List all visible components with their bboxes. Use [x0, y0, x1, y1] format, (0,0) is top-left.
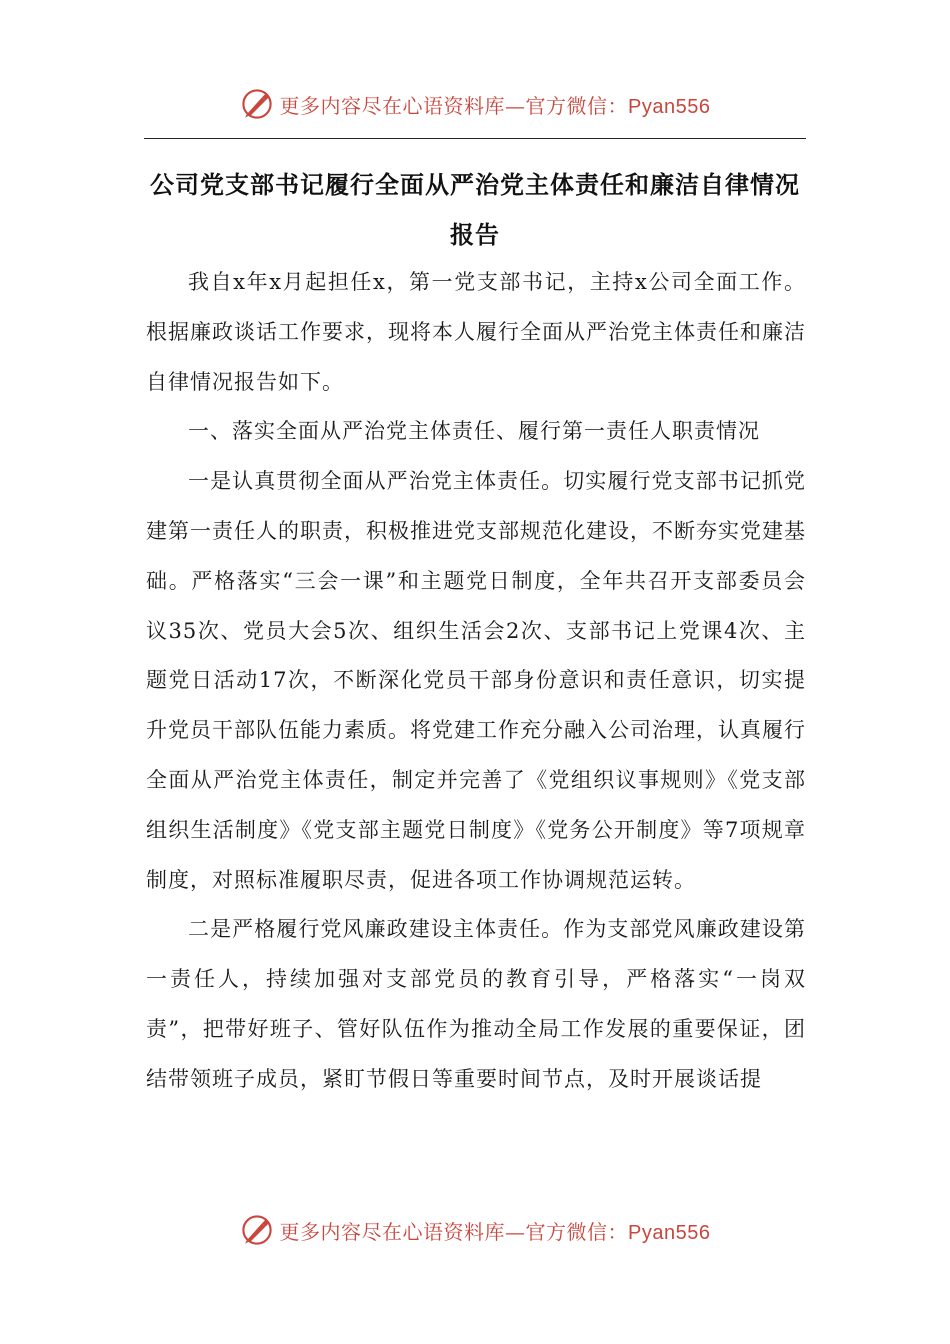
header-divider: [144, 138, 806, 139]
body-paragraph: 二是严格履行党风廉政建设主体责任。作为支部党风廉政建设第一责任人，持续加强对支部党员的教育引导，严格落实“一岗双责”，把带好班子、管好队伍作为推动全局工作发展的重要保证，团结带领班子成员，紧盯节假日等重要时间节点，及时开展谈话提: [146, 917, 806, 1091]
pen-logo-icon: [240, 1213, 274, 1247]
banner-slogan: 更多内容尽在心语资料库—官方微信：: [279, 93, 629, 118]
document-body: [146, 258, 806, 1105]
banner-slogan: 更多内容尽在心语资料库—官方微信：: [279, 1219, 629, 1244]
footer-banner: [0, 1208, 950, 1252]
banner-text: [280, 1216, 711, 1245]
banner-text: [280, 90, 711, 119]
section-heading: 一、落实全面从严治党主体责任、履行第一责任人职责情况: [188, 419, 760, 444]
body-paragraph: 一是认真贯彻全面从严治党主体责任。切实履行党支部书记抓党建第一责任人的职责，积极推进党支部规范化建设，不断夯实党建基础。严格落实“三会一课”和主题党日制度，全年共召开支部委员会议35次、党员大会5次、组织生活会2次、支部书记上党课4次、主题党日活动17次，不断深化党员干部身份意识和责任意识，切实提升党员干部队伍能力素质。将党建工作充分融入公司治理，认真履行全面从严治党主体责任，制定并完善了《党组织议事规则》《党支部组织生活制度》《党支部主题党日制度》《党务公开制度》等7项规章制度，对照标准履职尽责，促进各项工作协调规范运转。: [146, 469, 806, 892]
document-title: 公司党支部书记履行全面从严治党主体责任和廉洁自律情况报告: [150, 171, 800, 249]
banner-wechat-id: Pyan556: [628, 95, 711, 118]
header-banner: [0, 82, 950, 126]
intro-paragraph: 我自x年x月起担任x，第一党支部书记，主持x公司全面工作。根据廉政谈话工作要求，现将本人履行全面从严治党主体责任和廉洁自律情况报告如下。: [146, 270, 806, 394]
banner-wechat-id: Pyan556: [628, 1221, 711, 1244]
pen-logo-icon: [240, 87, 274, 121]
